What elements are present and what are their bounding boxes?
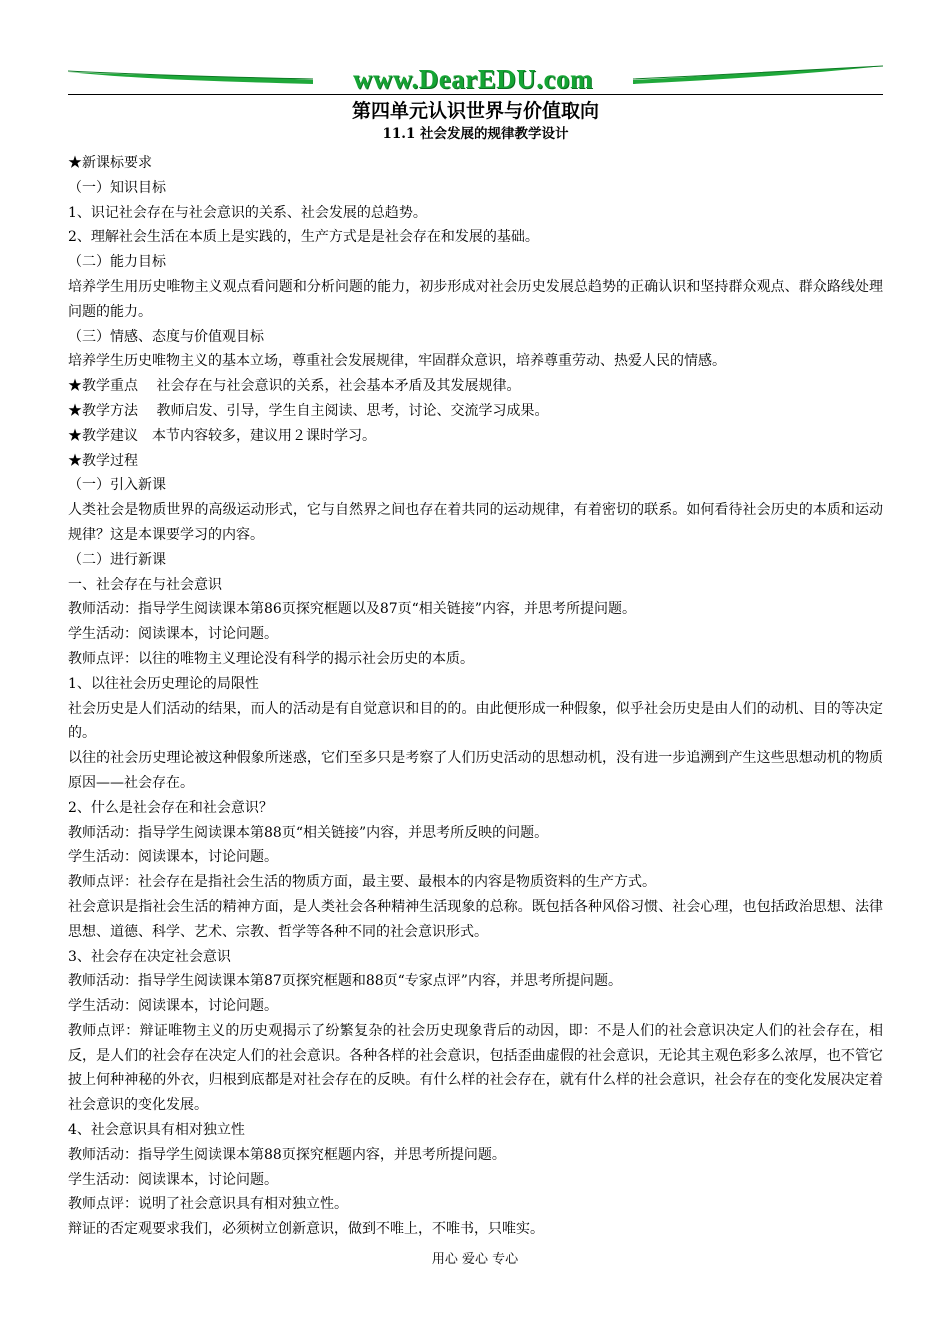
paragraph: 教师点评：辩证唯物主义的历史观揭示了纷繁复杂的社会历史现象背后的动因，即：不是人们的社会意识决定人们的社会存在，相反，是人们的社会存在决定人们的社会意识。各种各样的社会意识，包括歪曲虚假的社会意识，无论其主观色彩多么浓厚，也不管它披上何种神秘的外衣，归根到底都是对社会存在的反映。有什么样的社会存在，就有什么样的社会意识，社会存在的变化发展决定着社会意识的变化发展。 <box>68 1022 883 1114</box>
paragraph: （二）进行新课 <box>68 551 166 568</box>
paragraph: 教师活动：指导学生阅读课本第88页探究框题内容，并思考所提问题。 <box>68 1146 506 1163</box>
paragraph: 社会历史是人们活动的结果，而人的活动是有自觉意识和目的的。由此便形成一种假象，似乎社会历史是由人们的动机、目的等决定的。 <box>68 700 883 742</box>
paragraph: 3、社会存在决定社会意识 <box>68 948 231 965</box>
paragraph: （二）能力目标 <box>68 254 166 271</box>
paragraph: 学生活动：阅读课本，讨论问题。 <box>68 849 278 866</box>
paragraph: 教师点评：以往的唯物主义理论没有科学的揭示社会历史的本质。 <box>68 650 474 667</box>
page-footer: 用心 爱心 专心 <box>431 1252 519 1267</box>
header-rule <box>68 94 883 95</box>
paragraph: 学生活动：阅读课本，讨论问题。 <box>68 1171 278 1188</box>
paragraph: 一、社会存在与社会意识 <box>68 576 222 593</box>
paragraph: 以往的社会历史理论被这种假象所迷惑，它们至多只是考察了人们历史活动的思想动机，没有进一步追溯到产生这些思想动机的物质原因——社会存在。 <box>68 750 883 791</box>
paragraph: ★教学方法 教师启发、引导，学生自主阅读、思考，讨论、交流学习成果。 <box>68 402 549 419</box>
paragraph: 4、社会意识具有相对独立性 <box>68 1122 245 1139</box>
paragraph: 1、识记社会存在与社会意识的关系、社会发展的总趋势。 <box>68 204 427 221</box>
page-subtitle: 11.1 社会发展的规律教学设计 <box>382 126 569 142</box>
paragraph: 2、什么是社会存在和社会意识？ <box>68 799 273 816</box>
paragraph: 教师活动：指导学生阅读课本第87页探究框题和88页“专家点评”内容，并思考所提问题。 <box>68 973 622 990</box>
paragraph: 学生活动：阅读课本，讨论问题。 <box>68 626 278 643</box>
document-page <box>68 62 883 1242</box>
paragraph: （一）知识目标 <box>68 179 166 196</box>
paragraph: ★教学过程 <box>68 452 138 469</box>
paragraph: 学生活动：阅读课本，讨论问题。 <box>68 998 278 1015</box>
document-body <box>68 151 883 1242</box>
site-logo: www.DearEDU.com <box>353 64 593 94</box>
paragraph: 2、理解社会生活在本质上是实践的，生产方式是是社会存在和发展的基础。 <box>68 229 539 246</box>
paragraph: ★新课标要求 <box>68 155 152 171</box>
paragraph: 培养学生用历史唯物主义观点看问题和分析问题的能力，初步形成对社会历史发展总趋势的正确认识和坚持群众观点、群众路线处理问题的能力。 <box>68 278 883 320</box>
paragraph: （一）引入新课 <box>68 477 166 494</box>
paragraph: 教师点评：社会存在是指社会生活的物质方面，最主要、最根本的内容是物质资料的生产方式。 <box>68 874 656 891</box>
paragraph: （三）情感、态度与价值观目标 <box>68 328 264 345</box>
paragraph: ★教学重点 社会存在与社会意识的关系，社会基本矛盾及其发展规律。 <box>68 378 521 395</box>
paragraph: 人类社会是物质世界的高级运动形式，它与自然界之间也存在着共同的运动规律，有着密切的联系。如何看待社会历史的本质和运动规律？这是本课要学习的内容。 <box>68 502 883 543</box>
paragraph: 教师活动：指导学生阅读课本第86页探究框题以及87页“相关链接”内容，并思考所提问题。 <box>68 601 636 618</box>
paragraph: 教师活动：指导学生阅读课本第88页“相关链接”内容，并思考所反映的问题。 <box>68 824 549 841</box>
page-title: 第四单元认识世界与价值取向 <box>351 100 599 122</box>
paragraph: 辩证的否定观要求我们，必须树立创新意识，做到不唯上，不唯书，只唯实。 <box>68 1221 544 1238</box>
paragraph: ★教学建议 本节内容较多，建议用２课时学习。 <box>68 427 376 444</box>
header-banner <box>68 62 883 94</box>
paragraph: 培养学生历史唯物主义的基本立场，尊重社会发展规律，牢固群众意识，培养尊重劳动、热爱人民的情感。 <box>68 353 726 370</box>
paragraph: 教师点评：说明了社会意识具有相对独立性。 <box>68 1196 348 1213</box>
paragraph: 社会意识是指社会生活的精神方面，是人类社会各种精神生活现象的总称。既包括各种风俗习惯、社会心理，也包括政治思想、法律思想、道德、科学、艺术、宗教、哲学等各种不同的社会意识形式。 <box>68 898 883 940</box>
paragraph: 1、以往社会历史理论的局限性 <box>68 675 259 692</box>
